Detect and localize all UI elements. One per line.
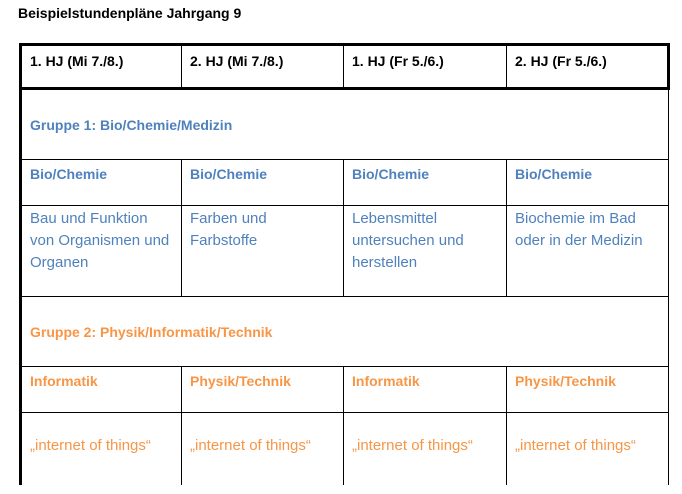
group1-topic-row <box>21 206 669 297</box>
topic-cell: Farben und Farbstoffe <box>182 206 344 297</box>
group2-subject-row <box>21 367 669 413</box>
header-cell: 2. HJ (Fr 5./6.) <box>507 45 669 89</box>
topic-cell: „internet of things“ <box>344 413 507 485</box>
subject-cell: Bio/Chemie <box>507 160 669 206</box>
group1-row <box>21 89 669 160</box>
header-cell: 2. HJ (Mi 7./8.) <box>182 45 344 89</box>
document-title: Beispielstundenpläne Jahrgang 9 <box>18 5 242 21</box>
topic-cell: Lebensmittel untersuchen und herstellen <box>344 206 507 297</box>
header-row <box>21 45 669 89</box>
topic-cell: Bau und Funktion von Organismen und Organen <box>21 206 182 297</box>
header-cell: 1. HJ (Mi 7./8.) <box>21 45 182 89</box>
group1-subject-row <box>21 160 669 206</box>
topic-cell: Biochemie im Bad oder in der Medizin <box>507 206 669 297</box>
group2-row <box>21 297 669 367</box>
topic-cell: „internet of things“ <box>21 413 182 485</box>
header-cell: 1. HJ (Fr 5./6.) <box>344 45 507 89</box>
subject-cell: Bio/Chemie <box>182 160 344 206</box>
subject-cell: Bio/Chemie <box>344 160 507 206</box>
group2-label: Gruppe 2: Physik/Informatik/Technik <box>21 297 669 367</box>
schedule-table <box>19 43 670 485</box>
subject-cell: Physik/Technik <box>507 367 669 413</box>
subject-cell: Bio/Chemie <box>21 160 182 206</box>
subject-cell: Informatik <box>344 367 507 413</box>
subject-cell: Physik/Technik <box>182 367 344 413</box>
topic-cell: „internet of things“ <box>182 413 344 485</box>
topic-cell: „internet of things“ <box>507 413 669 485</box>
group1-label: Gruppe 1: Bio/Chemie/Medizin <box>21 89 669 160</box>
group2-topic-row <box>21 413 669 485</box>
subject-cell: Informatik <box>21 367 182 413</box>
